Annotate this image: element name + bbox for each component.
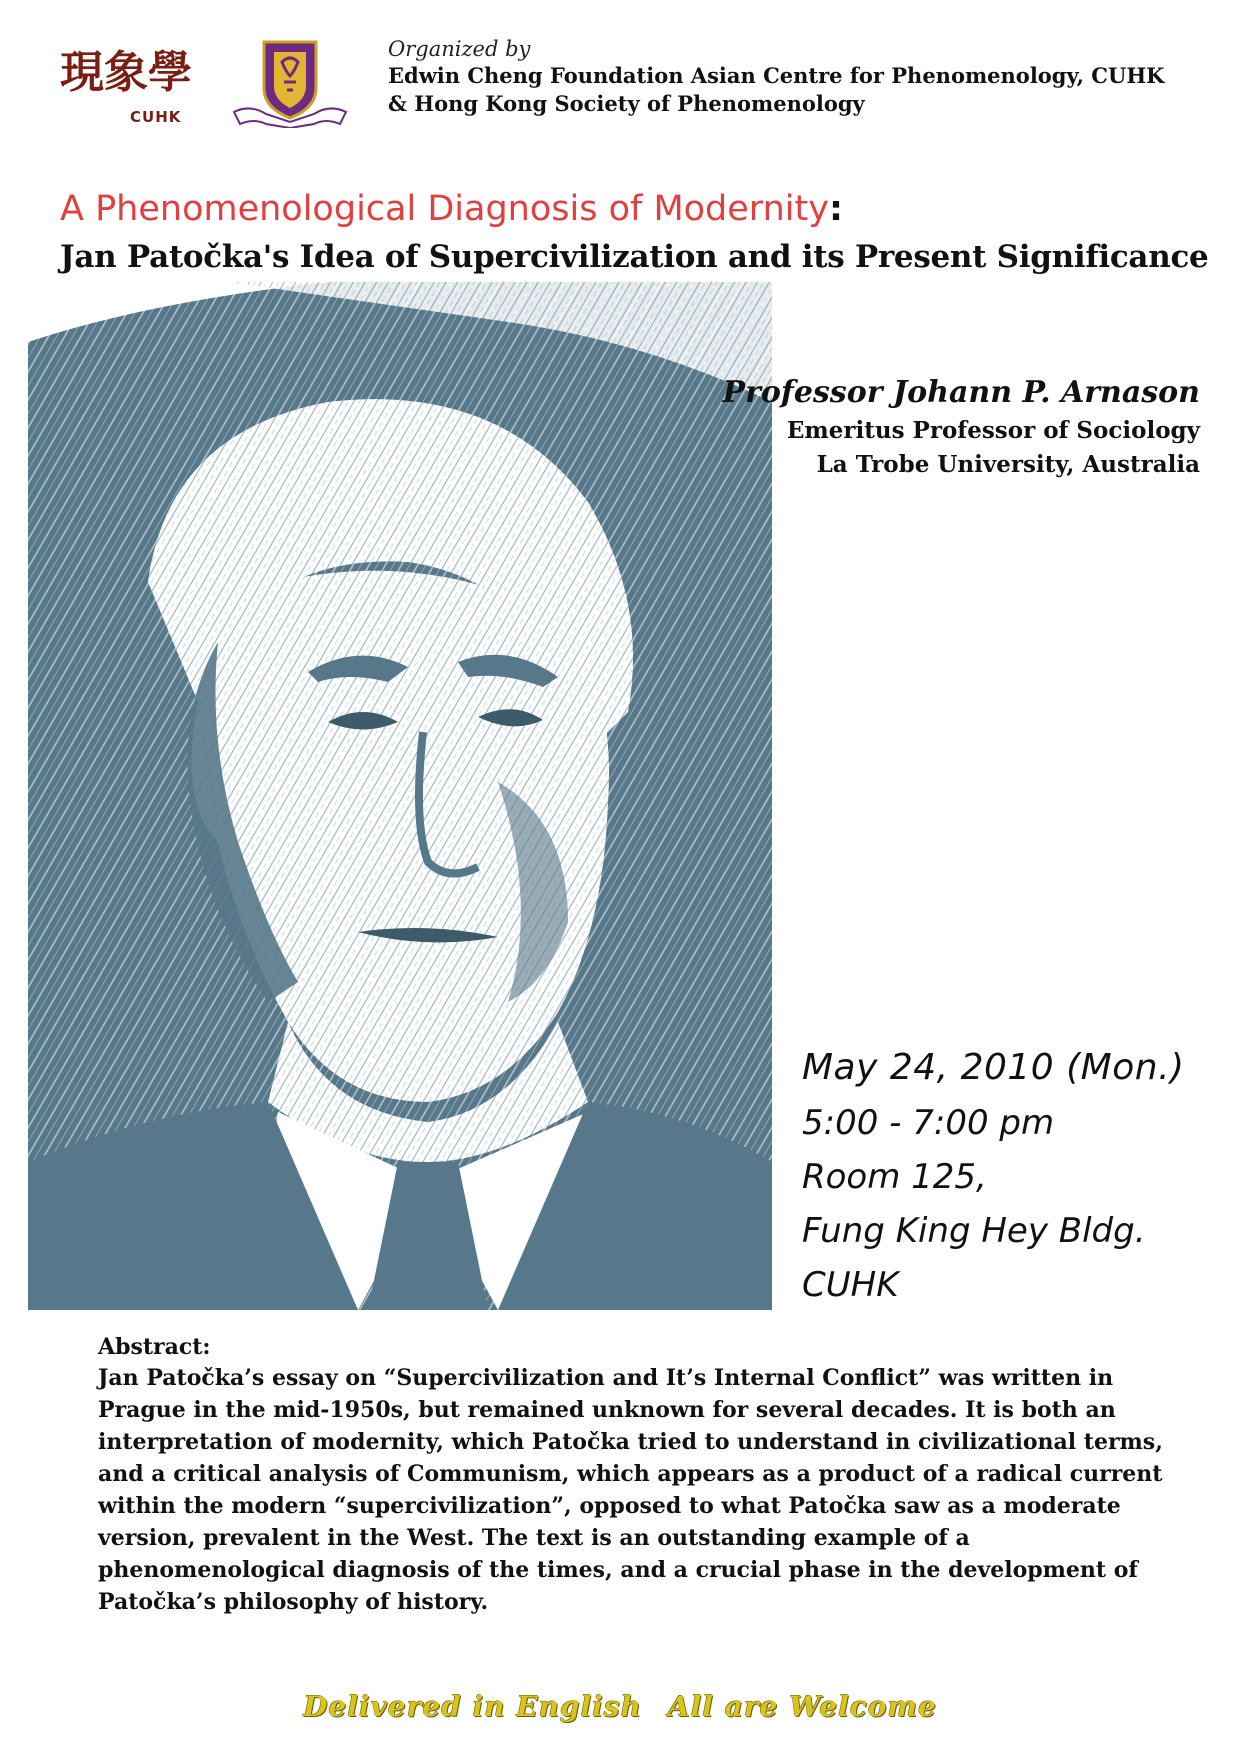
organizer-block (388, 36, 1188, 118)
seal-char-1: 現 (60, 47, 104, 98)
lecture-title-colon: : (828, 189, 843, 229)
speaker-name: Professor Johann P. Arnason (722, 375, 1200, 410)
organizer-line-1: Edwin Cheng Foundation Asian Centre for Phenomenology, CUHK (388, 63, 1165, 88)
language-notice: Delivered in English (303, 1690, 642, 1723)
abstract-text: Jan Patočka’s essay on “Supercivilization and It’s Internal Conflict” was written in Prague in the mid-1950s, but remained unknown for several decades. It is both an interpretation of modernity, which Patočka tried to understand in civilizational terms, and a critical analysis of Communism, which appears as a product of a radical current within the modern “supercivilization”, opposed to what Patočka saw as a moderate version, prevalent in the West. The text is an outstanding example of a phenomenological diagnosis of the times, and a crucial phase in the development of Patočka’s philosophy of history. (98, 1365, 1163, 1615)
event-time: 5:00 - 7:00 pm (802, 1103, 1055, 1143)
welcome-notice: All are Welcome (667, 1690, 937, 1723)
lecture-subtitle: Jan Patočka's Idea of Supercivilization and its Present Significance (60, 239, 1209, 275)
organized-by-label: Organized by (388, 37, 531, 61)
event-details (802, 1040, 1222, 1312)
cuhk-crest-logo (230, 38, 350, 128)
footer-notice (0, 1690, 1240, 1723)
speaker-portrait-image (28, 282, 772, 1310)
seal-char-3: 學 (148, 47, 192, 98)
event-date: May 24, 2010 (Mon.) (802, 1047, 1185, 1088)
event-building: Fung King Hey Bldg. (802, 1211, 1146, 1251)
lecture-title-text: A Phenomenological Diagnosis of Modernity (60, 189, 829, 229)
event-campus: CUHK (802, 1265, 899, 1305)
speaker-block (723, 372, 1200, 482)
abstract-section (98, 1332, 1188, 1618)
abstract-heading: Abstract: (98, 1334, 211, 1360)
organizer-line-2: & Hong Kong Society of Phenomenology (388, 91, 865, 116)
speaker-affiliation: La Trobe University, Australia (816, 451, 1200, 478)
logos (60, 38, 350, 130)
lecture-title (60, 186, 1200, 232)
speaker-position: Emeritus Professor of Sociology (786, 417, 1200, 444)
seal-cuhk-label: CUHK (130, 108, 182, 126)
event-room: Room 125, (802, 1157, 987, 1197)
seal-char-2: 象 (104, 47, 148, 98)
phenomenology-seal-logo (60, 38, 192, 130)
